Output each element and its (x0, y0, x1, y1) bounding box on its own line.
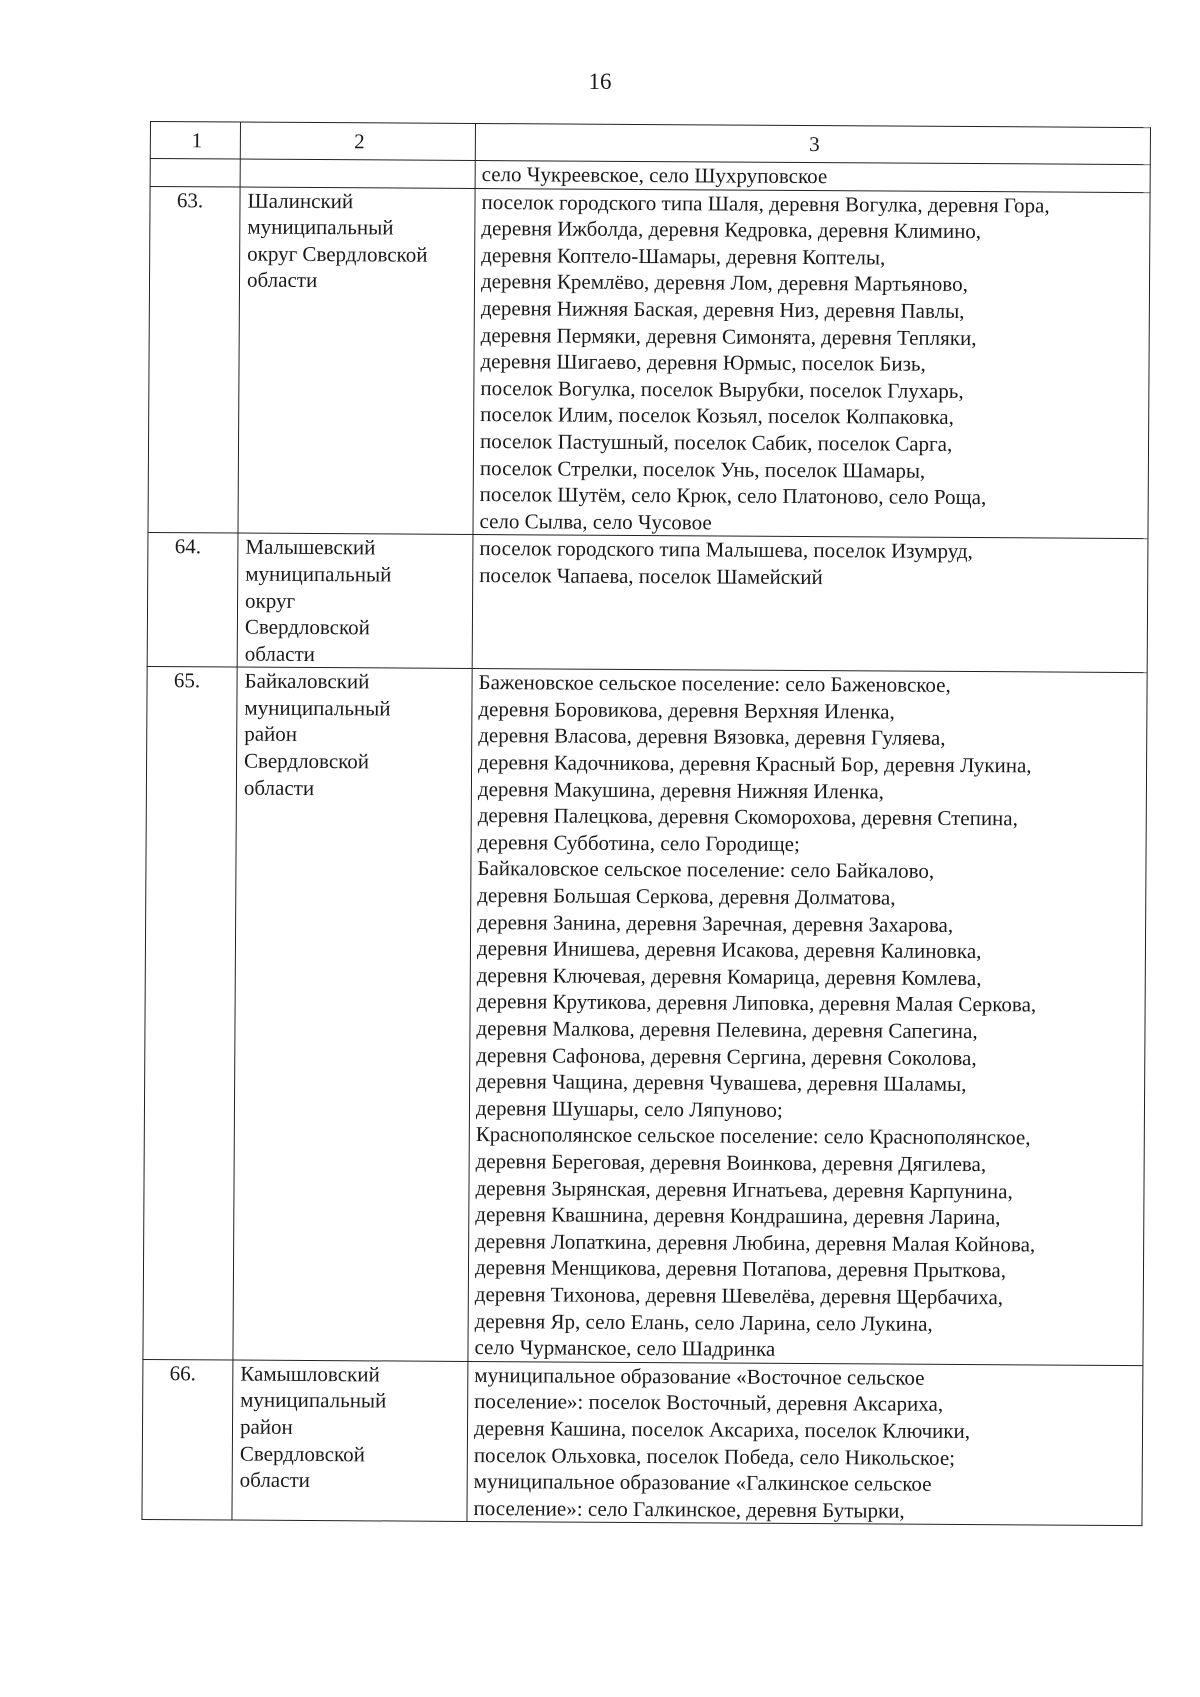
settlement-line: поселок Стрелки, поселок Унь, поселок Шамары, (479, 455, 926, 483)
settlement-line: деревня Палецкова, деревня Скоморохова, деревня Степина, (477, 803, 1018, 831)
settlement-line: деревня Крутикова, деревня Липовка, деревня Малая Серкова, (476, 989, 1037, 1017)
settlement-list (473, 188, 1150, 539)
municipality-name-line: муниципальный (244, 695, 391, 721)
municipality-name-line: области (244, 641, 316, 666)
settlement-list (475, 160, 1150, 192)
municipality-name-line: Свердловской (244, 614, 370, 640)
settlement-line: село Чукреевское, село Шухруповское (481, 162, 828, 189)
row-number: 65. (143, 667, 237, 1360)
municipality-name-line: области (239, 1467, 310, 1493)
settlement-line: Байкаловское сельское поселение: село Байкалово, (477, 856, 935, 884)
municipality-name-line: области (243, 775, 315, 800)
settlement-line: Баженовское сельское поселение: село Баженовское, (478, 670, 951, 698)
municipality-name-line: Шалинский (247, 188, 354, 213)
row-number (150, 159, 240, 187)
settlement-line: поселок Вогулка, поселок Вырубки, поселок Глухарь, (480, 375, 964, 403)
settlement-line: деревня Кашина, поселок Аксариха, поселок Ключики, (473, 1415, 971, 1443)
table-row (147, 533, 1148, 673)
header-col-1: 1 (150, 122, 240, 160)
settlement-line: деревня Квашнина, деревня Кондрашина, деревня Ларина, (475, 1202, 1001, 1230)
settlement-line: деревня Занина, деревня Заречная, деревня Захарова, (477, 909, 954, 937)
municipality-name-line: район (244, 722, 298, 747)
settlement-line: деревня Большая Серкова, деревня Долматова, (477, 883, 896, 910)
municipality-name-line: Свердловской (244, 748, 370, 774)
settlement-line: деревня Ижболда, деревня Кедровка, деревня Климино, (481, 216, 982, 244)
settlement-line: деревня Береговая, деревня Воинкова, деревня Дягилева, (475, 1148, 987, 1177)
table-row (142, 1359, 1143, 1526)
settlement-line: поселок Пастушный, поселок Сабик, поселок Сарга, (479, 428, 953, 456)
settlement-line: поселок Илим, поселок Козьял, поселок Колпаковка, (480, 402, 954, 430)
municipality-name (233, 667, 472, 1361)
settlement-list (468, 669, 1147, 1366)
table-row (143, 667, 1147, 1366)
settlement-line: деревня Кремлёво, деревня Лом, деревня Мартьяново, (480, 269, 968, 297)
municipality-name-line: Малышевский (245, 534, 376, 560)
municipality-name-line: Байкаловский (244, 668, 370, 694)
settlement-line: деревня Макушина, деревня Нижняя Иленка, (477, 776, 885, 804)
municipality-name-line: муниципальный (245, 561, 392, 587)
settlement-line: поселение»: село Галкинское, деревня Бутырки, (473, 1495, 905, 1523)
municipality-name-line: район (239, 1414, 293, 1439)
settlement-line: деревня Лопаткина, деревня Любина, деревня Малая Койнова, (475, 1228, 1036, 1257)
settlement-line: муниципальное образование «Галкинское сельское (473, 1469, 932, 1496)
settlement-line: поселок городского типа Шаля, деревня Вогулка, деревня Гора, (481, 189, 1050, 218)
settlement-line: поселок городского типа Малышева, поселок Изумруд, (479, 536, 973, 564)
settlement-line: деревня Власова, деревня Вязовка, деревня Гуляева, (478, 723, 946, 751)
row-number: 66. (142, 1359, 233, 1520)
settlement-line: поселок Шутём, село Крюк, село Платоново, село Роща, (479, 482, 987, 510)
settlement-line: деревня Яр, село Елань, село Ларина, село Лукина, (474, 1308, 933, 1336)
settlement-list (472, 535, 1148, 673)
settlement-line: деревня Сафонова, деревня Сергина, деревня Соколова, (476, 1042, 977, 1070)
settlement-line: деревня Кадочникова, деревня Красный Бор, деревня Лукина, (478, 750, 1032, 778)
municipality-name-line: округ Свердловской (247, 241, 428, 267)
municipality-name-line: Свердловской (239, 1441, 365, 1466)
settlement-line: село Сылва, село Чусовое (479, 508, 712, 535)
table-header-row (150, 122, 1150, 165)
settlement-line: деревня Коптело-Шамары, деревня Коптелы, (481, 242, 886, 270)
settlement-line: поселок Ольховка, поселок Победа, село Никольское; (473, 1442, 956, 1470)
municipality-name (240, 159, 475, 188)
municipality-name-line: муниципальный (247, 214, 394, 240)
settlement-line: поселение»: поселок Восточный, деревня Аксариха, (474, 1389, 944, 1417)
header-col-2: 2 (240, 122, 475, 160)
header-col-3: 3 (475, 123, 1150, 164)
settlement-line: деревня Субботина, село Городище; (477, 829, 800, 856)
row-number: 64. (147, 533, 238, 668)
settlement-list (467, 1361, 1143, 1526)
settlement-line: деревня Малкова, деревня Пелевина, деревня Сапегина, (476, 1016, 978, 1044)
settlement-line: деревня Менщикова, деревня Потапова, деревня Прыткова, (474, 1255, 1007, 1283)
settlement-line: село Чурманское, село Шадринка (474, 1335, 776, 1361)
municipality-name-line: муниципальный (240, 1387, 387, 1413)
settlement-line: Краснополянское сельское поселение: село Краснополянское, (475, 1122, 1031, 1150)
settlements-table (141, 121, 1151, 1526)
municipality-name-line: области (246, 267, 318, 293)
municipality-name (238, 187, 475, 535)
municipality-name-line: Камышловский (240, 1361, 380, 1387)
settlement-line: деревня Пермяки, деревня Симонята, деревня Тепляки, (480, 322, 977, 350)
municipality-name (237, 533, 473, 668)
table-rows (142, 186, 1150, 1526)
settlement-line: деревня Нижняя Баская, деревня Низ, деревня Павлы, (480, 295, 965, 323)
table-row (148, 186, 1150, 539)
settlement-line: деревня Шушары, село Ляпуново; (475, 1095, 783, 1122)
page-number: 16 (588, 69, 612, 94)
municipality-name-line: округ (245, 588, 296, 613)
settlement-line: деревня Чащина, деревня Чувашева, деревня Шаламы, (476, 1069, 967, 1097)
settlement-line: деревня Ключевая, деревня Комарица, деревня Комлева, (476, 962, 982, 990)
settlement-line: деревня Зырянская, деревня Игнатьева, деревня Карпунина, (475, 1175, 1013, 1203)
settlement-line: деревня Инишева, деревня Исакова, деревня Калиновка, (476, 936, 982, 964)
municipality-name (232, 1360, 468, 1522)
settlement-line: поселок Чапаева, поселок Шамейский (479, 562, 823, 590)
settlement-line: деревня Шигаево, деревня Юрмыс, поселок Бизь, (480, 349, 926, 376)
row-number: 63. (148, 186, 240, 533)
settlement-line: деревня Тихонова, деревня Шевелёва, деревня Щербачиха, (474, 1281, 1004, 1310)
settlement-line: деревня Боровикова, деревня Верхняя Иленка, (478, 696, 895, 724)
settlement-line: муниципальное образование «Восточное сельское (474, 1362, 925, 1390)
